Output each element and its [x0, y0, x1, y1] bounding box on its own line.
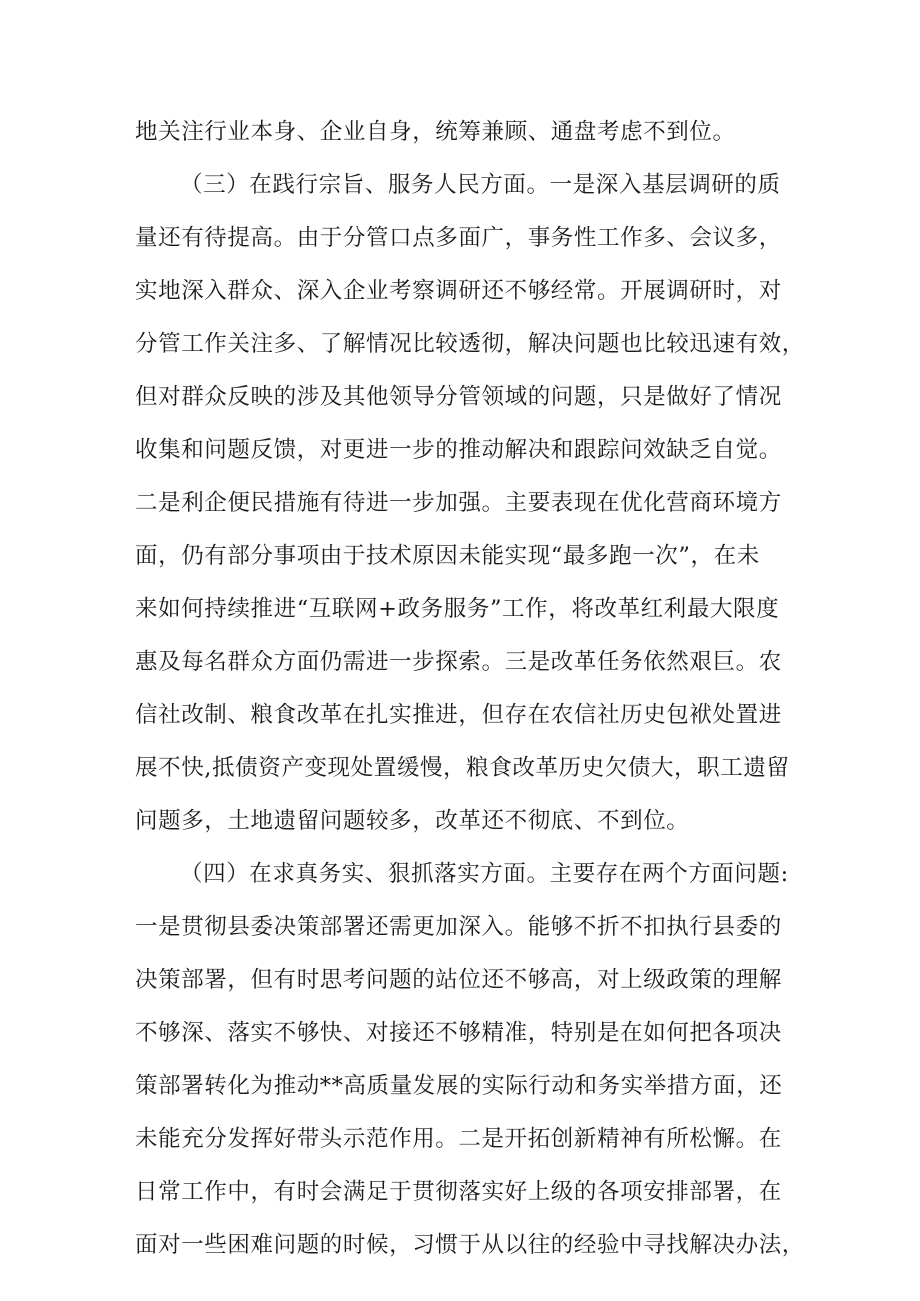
text-line: 问题多，土地遗留问题较多，改革还不彻底、不到位。	[135, 808, 690, 834]
text-line: 信社改制、粮食改革在扎实推进，但存在农信社历史包袱处置进	[135, 702, 782, 728]
text-line: 一是贯彻县委决策部署还需更加深入。能够不折不扣执行县委的	[135, 914, 782, 940]
text-line: 但对群众反映的涉及其他领导分管领域的问题，只是做好了情况	[135, 384, 782, 410]
text-line: 来如何持续推进“互联网+政务服务”工作，将改革红利最大限度	[135, 596, 780, 622]
body-text	[135, 106, 805, 1272]
text-line: 地关注行业本身、企业自身，统筹兼顾、通盘考虑不到位。	[135, 119, 736, 145]
text-line: 不够深、落实不够快、对接还不够精准，特别是在如何把各项决	[135, 1020, 782, 1046]
text-line: 决策部署，但有时思考问题的站位还不够高，对上级政策的理解	[135, 967, 782, 993]
paragraph-heading-3: （三）在践行宗旨、服务人民方面。一是深入基层调研的质	[180, 172, 781, 198]
text-line: 日常工作中，有时会满足于贯彻落实好上级的各项安排部署，在	[135, 1179, 782, 1205]
text-line: 惠及每名群众方面仍需进一步探索。三是改革任务依然艰巨。农	[135, 649, 782, 675]
text-line: 面对一些困难问题的时候，习惯于从以往的经验中寻找解决办法，	[135, 1232, 805, 1258]
text-line: 收集和问题反馈，对更进一步的推动解决和跟踪问效缺乏自觉。	[135, 437, 782, 463]
text-line: 策部署转化为推动**高质量发展的实际行动和务实举措方面，还	[135, 1073, 783, 1099]
text-line: 二是利企便民措施有待进一步加强。主要表现在优化营商环境方	[135, 490, 782, 516]
text-line: 分管工作关注多、了解情况比较透彻，解决问题也比较迅速有效，	[135, 331, 805, 357]
text-line: 实地深入群众、深入企业考察调研还不够经常。开展调研时，对	[135, 278, 782, 304]
text-line: 面，仍有部分事项由于技术原因未能实现“最多跑一次”，在未	[135, 543, 760, 569]
text-line: 量还有待提高。由于分管口点多面广，事务性工作多、会议多，	[135, 225, 782, 251]
paragraph-heading-4: （四）在求真务实、狠抓落实方面。主要存在两个方面问题:	[180, 861, 789, 887]
text-line: 展不快,抵债资产变现处置缓慢，粮食改革历史欠债大，职工遗留	[135, 755, 790, 781]
text-line: 未能充分发挥好带头示范作用。二是开拓创新精神有所松懈。在	[135, 1126, 782, 1152]
